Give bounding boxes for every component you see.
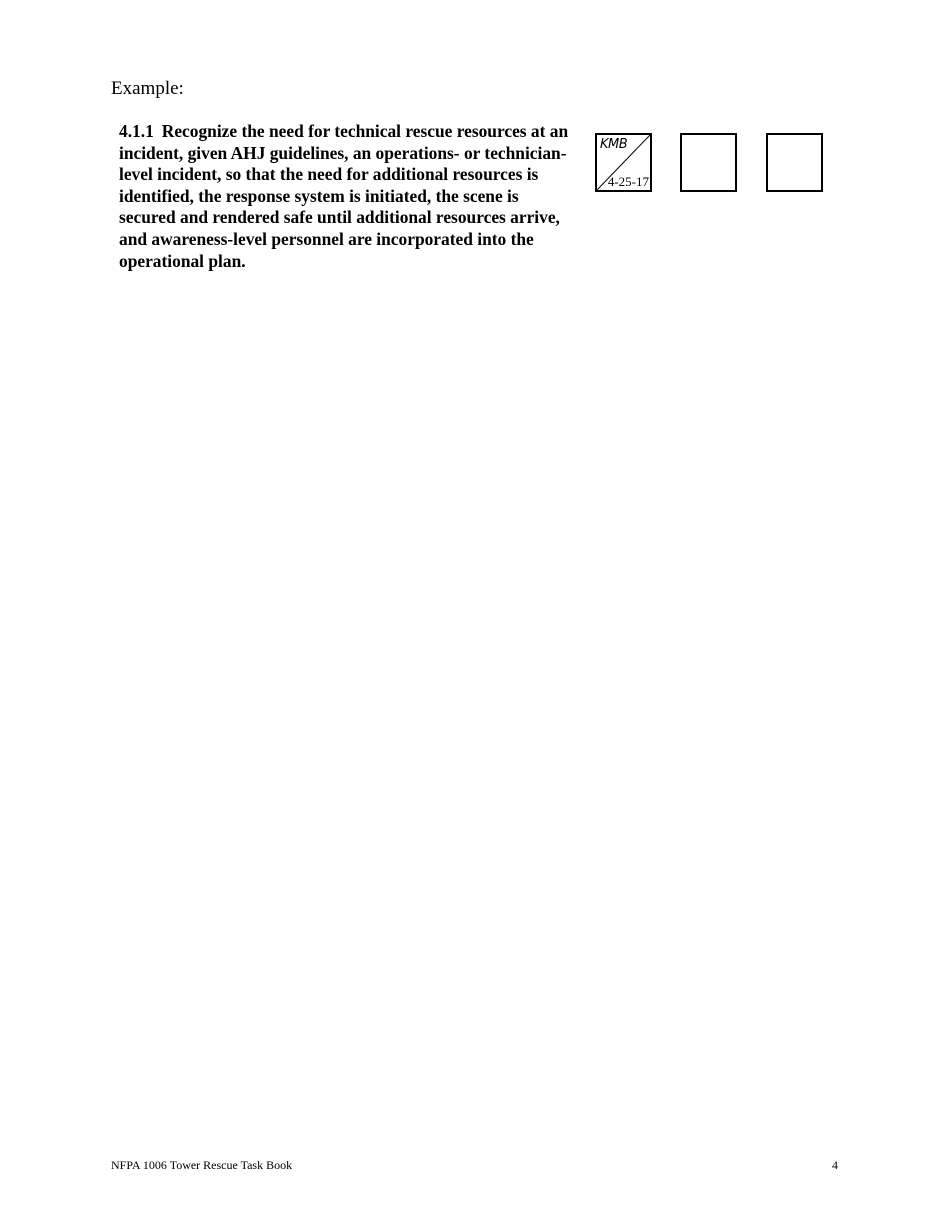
signoff-box-3[interactable] xyxy=(766,133,823,192)
signoff-initials: KMB xyxy=(600,137,628,152)
signoff-box-2[interactable] xyxy=(680,133,737,192)
signoff-date: 4-25-17 xyxy=(607,174,649,189)
task-text: Recognize the need for technical rescue resources at an incident, given AHJ guidelines, an operations- or technician-level incident, so that the need for additional resources is identified, the response system is initiated, the scene is secured and rendered safe until additional resources arrive, and awareness-level personnel are incorporated into the operational plan. xyxy=(119,121,569,271)
task-description xyxy=(119,121,569,272)
page-number: 4 xyxy=(832,1158,838,1172)
footer-title: NFPA 1006 Tower Rescue Task Book xyxy=(111,1158,293,1172)
example-label: Example: xyxy=(111,78,184,99)
task-number: 4.1.1 xyxy=(119,121,154,141)
signoff-box-1[interactable] xyxy=(595,133,652,192)
